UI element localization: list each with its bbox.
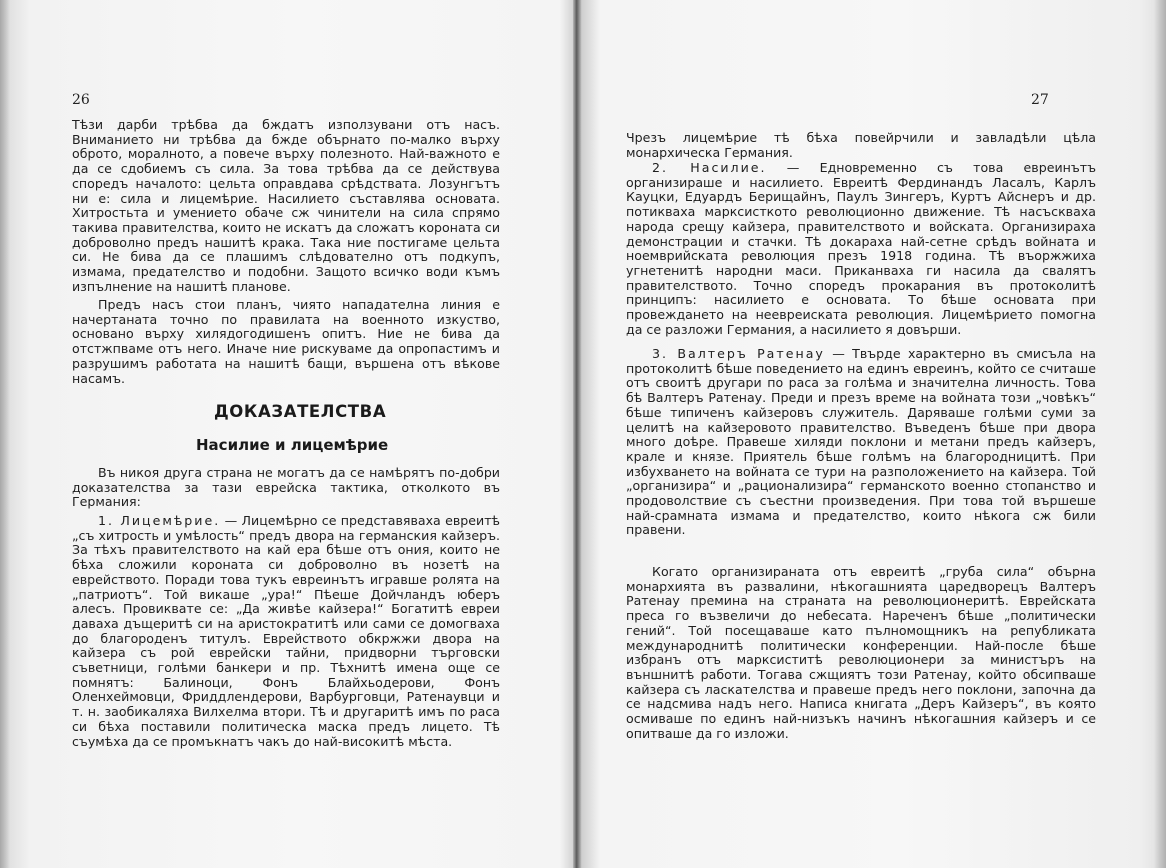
violence-label: 2. Насилие.	[652, 160, 767, 175]
evidence-heading: ДОКАЗАТЕЛСТВА	[214, 402, 387, 421]
hypocrisy-label: 1. Лицемѣрие.	[98, 513, 221, 528]
left-intro-paragraph: Въ никоя друга страна не могатъ да се намѣрятъ по-добри доказателства за тази еврейска тактика, отколкото въ Германия:	[72, 465, 500, 510]
hypocrisy-section	[72, 514, 500, 749]
hypocrisy-text: — Лицемѣрно се представяваха евреитѣ „съ хитрость и умѣлость“ предъ двора на германския кайзеръ. За тѣхъ правителството на кай ера бѣше отъ ония, които не бѣха сложили короната си доброволно въ нозетѣ на еврейството. Поради това тукъ евреинътъ игравше ролята на „патриотъ“. Той викаше „ура!“ Пѣеше Дойчландъ юберъ алесъ. Провиквате се: „Да живѣе кайзера!“ Богатитѣ евреи даваха дъщеритѣ си на аристократитѣ или сами се домогваха до благороденъ титулъ. Еврейството обкржжи двора на кайзера съ рой еврейски тайни, придворни търговски съветници, голѣми банкери и пр. Тѣхнитѣ имена още се помнятъ: Балиноци, Фонъ Блайхьодерови, Фонъ Оленхеймовци, Фриддлендерови, Варбурговци, Ратенаувци и т. н. заобикаляха Вилхелма втори. Тѣ и другаритѣ имъ по раса си бѣха поставили политическа маска предъ лицето. Тѣ съумѣха да се промъкнатъ чакъ до най-високитѣ мѣста.	[72, 513, 501, 749]
left-top-paragraph: Тѣзи дарби трѣбва да бждатъ използувани отъ насъ. Вниманието ни трѣбва да бжде обърнато по-малко върху оброто, моралното, а повече върху полезното. Най-важното е да се сдобиемъ съ сила. За това трѣбва да се действува споредъ началото: цельта оправдава срѣдствата. Лозунгътъ ни е: сила и лицемѣрие. Насилието съставлява основата. Хитростьта и умението обаче сж чинители на сила спрямо такива правителства, които не искатъ да сложатъ короната си доброволно предъ нашитѣ крака. Така ние постигаме цельта си. Не бива да се плашимъ слѣдователно отъ подкупъ, измама, предателство и подобни. Защото всичко води къмъ изпълнение на нашитѣ планове.	[72, 117, 500, 294]
left-page-number: 26	[72, 92, 90, 108]
left-page	[0, 0, 575, 868]
rathenau-label: 3. Валтеръ Ратенау	[652, 346, 825, 361]
right-page-number: 27	[1031, 92, 1049, 108]
violence-text: — Едновременно съ това евреинътъ организираше и насилието. Евреитѣ Фердинандъ Ласалъ, Карлъ Кауцки, Едуардъ Берищайнъ, Паулъ Зингеръ, Куртъ Айснеръ и др. потикваха марксисткото революционно движение. Тѣ насъскваха народа срещу кайзера, правителството и войската. Организираха демонстрации и стачки. Тѣ докараха най-сетне срѣдъ войната и ноемврийската революция презъ 1918 година. Тѣ въоржжиха угнетенитѣ народни маси. Приканваха ги насила да свалятъ правителството. Точно споредъ прокарания въ протоколитѣ принципъ: насилието е основата. То бѣше основата при провеждането на неевреиската революция. Лицемѣрието помогна да се разложи Германия, а насилието я довърши.	[626, 160, 1096, 337]
violence-hypocrisy-heading: Насилие и лицемѣрие	[196, 436, 389, 454]
rathenau-text: — Твърде характерно въ смисъла на протоколитѣ бѣше поведението на единъ евреинъ, който се считаше отъ своитѣ другари по раса за голѣма и значителна личность. Това бѣ Валтеръ Ратенау. Преди и презъ време на войната този „човѣкъ“ бѣше типиченъ кайзеровъ служитель. Даряваше голѣми суми за целитѣ на кайзеровото правителство. Въведенъ бѣше при двора много доѣре. Правеше хиляди поклони и метани предъ кайзеръ, крале и князе. Приятель бѣше голѣмъ на благородницитѣ. При избухването на войната се тури на разположението на кайзера. Той „организира“ и „рационализира“ германското военно стопанство и продоволствие съ съестни произведения. При това той вършеше най-срамната измама и предателство, които нѣкога сж били правени.	[626, 346, 1096, 538]
right-final-paragraph: Когато организираната отъ евреитѣ „груба сила“ обърна монархията въ развалини, нѣкогашнията царедворецъ Валтеръ Ратенау премина на страната на революционеритѣ. Еврейската преса го възвеличи до небесата. Нареченъ бѣше „политически гений“. Той посещаваше като пълномощникъ на републиката международнитѣ политически конференции. Най-после бѣше избранъ отъ марксиститѣ революционери за министъръ на външнитѣ работи. Тогава сжщиятъ този Ратенау, който обсипваше кайзера съ ласкателства и правеше предъ него поклони, започна да се надсмива надъ него. Написа книгата „Деръ Кайзеръ“, въ която осмиваше по единъ най-низъкъ начинъ нѣкогашния кайзеръ и се опитваше да го изложи.	[626, 564, 1096, 741]
violence-section	[626, 161, 1096, 337]
rathenau-section	[626, 347, 1096, 538]
left-second-paragraph: Предъ насъ стои планъ, чиято нападателна линия е начертаната точно по правилата на военното изкуство, основано върху хилядогодишенъ опитъ. Ние не бива да отстжпваме отъ него. Иначе ние рискуваме да опропастимъ и разрушимъ работата на нашитѣ бащи, вършена отъ вѣкове насамъ.	[72, 297, 500, 386]
right-top-paragraph: Чрезъ лицемѣрие тѣ бѣха повейрчили и завладѣли цѣла монархическа Германия.	[626, 130, 1096, 160]
right-page	[580, 0, 1166, 868]
right-edge-shadow	[1154, 0, 1166, 868]
